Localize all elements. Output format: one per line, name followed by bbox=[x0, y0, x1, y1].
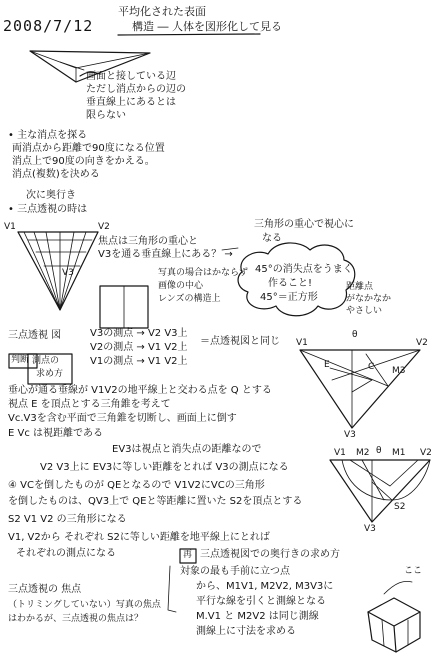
bottom-left-line: （トリミングしていない）写真の焦点 bbox=[8, 600, 161, 610]
body-line: S2 V1 V2 の三角形になる bbox=[8, 514, 127, 525]
cloud-line: 作ること! bbox=[268, 278, 313, 289]
side-note-line: がなかなか bbox=[346, 294, 392, 304]
tri2-label-theta: θ bbox=[376, 446, 382, 456]
bottom-box-line: 対象の最も手前に立つ点 bbox=[180, 566, 290, 577]
tri2-label-v3: V3 bbox=[364, 524, 376, 534]
tri1-label-m3: M3 bbox=[392, 366, 406, 376]
fig1-note-line: 画面と接している辺 bbox=[86, 71, 176, 82]
bottom-left-line: はわかるが、三点透視の焦点は？ bbox=[8, 614, 144, 624]
section-a-line: 消点(複数)を決める bbox=[12, 169, 100, 180]
page-date: 2008/7/12 bbox=[3, 17, 94, 35]
fig-camera-frame bbox=[100, 286, 148, 328]
bottom-box-line: M.V1 と M2V2 は同じ測線 bbox=[196, 611, 319, 622]
side-note-line: 距離点 bbox=[346, 282, 374, 292]
section-c-heading: 三点透視 図 bbox=[8, 330, 62, 341]
box-judge-label: 判断 bbox=[11, 355, 30, 365]
section-c-eq: V1の測点 → V1 V2上 bbox=[90, 356, 188, 367]
fig1-note-line: ただし消点からの辺の bbox=[86, 84, 186, 95]
body-line: ④ VCを倒したものが QEとなるので V1V2にVCの三角形 bbox=[8, 480, 265, 491]
section-a-line: 消点上で90度の向きをかえる。 bbox=[12, 156, 155, 167]
arrow-cube bbox=[384, 581, 412, 594]
body-line: V1, V2から それぞれ S2に等しい距離を地平線上にとれば bbox=[8, 532, 270, 543]
fig-right-triangle-1 bbox=[300, 350, 420, 428]
body-line: を倒したものは、QV3上で QEと等距離に置いた S2を頂点とする bbox=[8, 496, 303, 507]
page-title: 平均化された表面 bbox=[118, 5, 206, 18]
title-underline bbox=[118, 34, 260, 35]
tri1-label-v3: V3 bbox=[344, 430, 356, 440]
tri1-label-c: C bbox=[368, 362, 375, 372]
note-center-line: V3を通る垂直線上にある？ → bbox=[98, 249, 233, 260]
note-camera-line: 写真の場合はかならず bbox=[158, 268, 249, 278]
tri2-label-m1: M1 bbox=[392, 448, 406, 458]
bottom-box-line: 測線上に寸法を求める bbox=[196, 626, 296, 637]
bottom-left-line: 三点透視の 焦点 bbox=[8, 584, 82, 595]
tri2-label-s2: S2 bbox=[394, 502, 406, 512]
cloud-line: 45°の消失点をうまく bbox=[255, 264, 353, 275]
box-measure-label: 求め方 bbox=[36, 369, 64, 379]
body-line: Vc.V3を含む平面で三角錐を切断し、画面上に倒す bbox=[8, 413, 237, 424]
bottom-box-tag2: ここ bbox=[404, 566, 423, 576]
body-line: 視点 E を頂点とする三角錐を考えて bbox=[8, 399, 171, 410]
label-v3: V3 bbox=[62, 268, 74, 278]
cloud-line: 45°＝正方形 bbox=[260, 292, 318, 303]
body-line: E Vc は視距離である bbox=[8, 428, 104, 439]
section-c-after: ＝点透視図と同じ bbox=[200, 336, 280, 347]
bottom-box-line: から、M1V1, M2V2, M3V3に bbox=[196, 581, 334, 592]
bottom-box-tag: 再 bbox=[183, 550, 193, 560]
label-v2: V2 bbox=[98, 222, 110, 232]
tri2-label-v2: V2 bbox=[420, 448, 432, 458]
box-measure-label: 測点の bbox=[32, 356, 60, 366]
section-b-line: 次に奥行き bbox=[26, 190, 76, 201]
note-center-line: 焦点は三角形の重心と bbox=[98, 236, 198, 247]
fig-right-triangle-2 bbox=[330, 460, 430, 522]
tri1-label-e: E bbox=[324, 360, 330, 370]
fig1-note-line: 垂直線上にあるとは bbox=[86, 97, 176, 108]
fig-three-point-triangle bbox=[18, 232, 98, 310]
tri2-label-m2: M2 bbox=[356, 448, 370, 458]
bottom-box-line: 平行な線を引くと測線となる bbox=[196, 596, 326, 607]
fig1-note-line: 限らない bbox=[86, 110, 126, 121]
note-right-line: なる bbox=[262, 233, 282, 244]
section-a-bullet: • 主な消点を探る bbox=[8, 130, 88, 141]
section-a-line: 両消点から距離で90度になる位置 bbox=[12, 143, 165, 154]
side-note-line: やさしい bbox=[346, 306, 383, 316]
note-right-line: 三角形の重心で視心に bbox=[254, 219, 354, 230]
bottom-box-bracket bbox=[168, 566, 176, 612]
section-b-line: • 三点透視の時は bbox=[8, 204, 88, 215]
body-line: それぞれの測点になる bbox=[16, 548, 116, 559]
section-c-eq: V2の測点 → V1 V2上 bbox=[90, 342, 188, 353]
page-subtitle: 構造 ― 人体を図形化して見る bbox=[132, 20, 282, 33]
body-line: V2 V3上に EV3に等しい距離をとれば V3の測点になる bbox=[40, 462, 289, 473]
bottom-box-title: 三点透視図での奥行きの求め方 bbox=[200, 549, 340, 560]
tri1-label-theta: θ bbox=[352, 330, 358, 340]
tri2-label-v1: V1 bbox=[334, 448, 346, 458]
tri1-label-v1: V1 bbox=[296, 338, 308, 348]
body-line: EV3は視点と消失点の距離なので bbox=[112, 444, 262, 455]
note-camera-line: 画像の中心 bbox=[158, 281, 204, 291]
section-c-eq: V3の測点 → V2 V3上 bbox=[90, 328, 188, 339]
fig-cube bbox=[368, 598, 420, 652]
note-camera-line: レンズの構造上 bbox=[158, 294, 221, 304]
tri1-label-v2: V2 bbox=[416, 338, 428, 348]
body-line: 垂心が通る垂線が V1V2の地平線上と交わる点を Q とする bbox=[8, 385, 272, 396]
label-v1: V1 bbox=[4, 222, 16, 232]
